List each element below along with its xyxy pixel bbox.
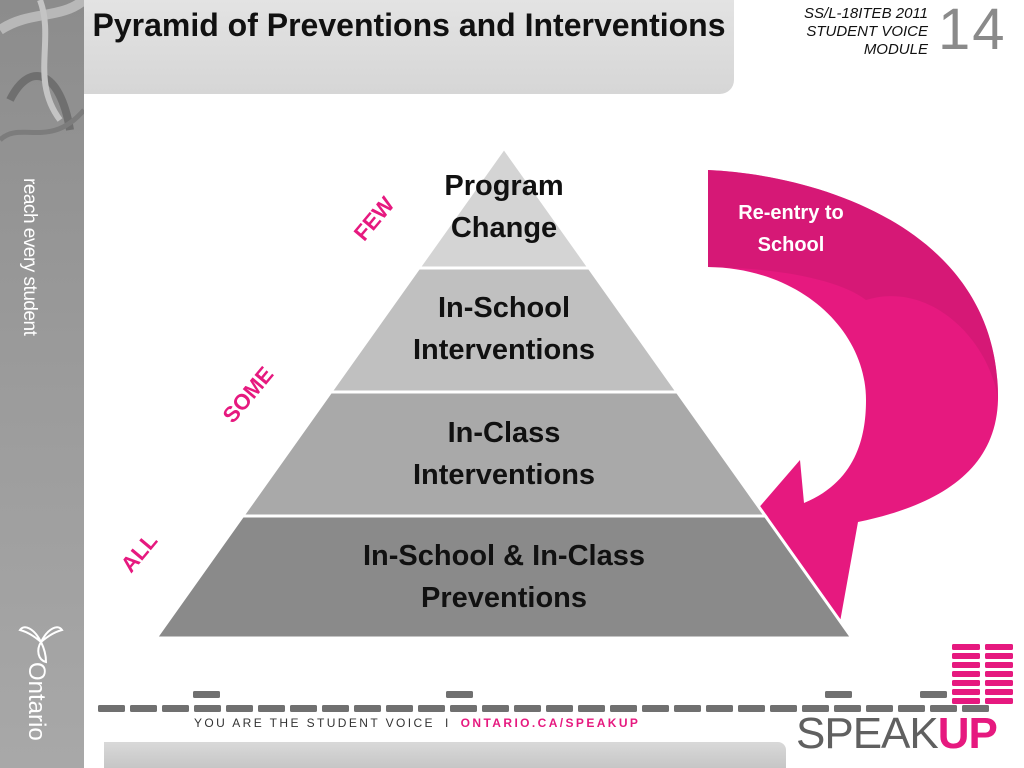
speakup-meter-bar <box>952 662 980 668</box>
speakup-meter-bar <box>952 698 980 704</box>
footer-dash <box>482 705 509 712</box>
footer-dash <box>770 705 797 712</box>
footer-dash <box>258 705 285 712</box>
footer-dash-raised <box>193 691 220 698</box>
tagline-text: reach every student <box>19 178 40 336</box>
footer-dash-raised <box>825 691 852 698</box>
level-in-class-interventions: In-Class Interventions <box>412 417 596 491</box>
ontario-label: Ontario <box>23 662 50 741</box>
footer-dash <box>738 705 765 712</box>
footer-dash <box>546 705 573 712</box>
footer-dash <box>194 705 221 712</box>
speakup-meter-bar <box>952 689 980 695</box>
reentry-label: Re-entry to School <box>738 202 844 256</box>
level-in-school-interventions: In-School Interventions <box>412 292 596 366</box>
side-label-few: FEW <box>348 191 400 246</box>
footer-dash <box>354 705 381 712</box>
footer-dash <box>514 705 541 712</box>
speakup-speak: SPEAK <box>796 709 938 758</box>
speakup-meter-bar <box>952 644 980 650</box>
speakup-meter-bar <box>985 698 1013 704</box>
level-preventions: In-School & In-Class Preventions <box>363 540 645 614</box>
footer-dash <box>226 705 253 712</box>
footer-dash <box>674 705 701 712</box>
side-label-all: ALL <box>115 528 163 578</box>
bottom-bar <box>104 742 786 768</box>
footer-dash-raised <box>920 691 947 698</box>
speakup-meter-bar <box>985 671 1013 677</box>
slide-title: Pyramid of Preventions and Interventions <box>92 7 726 43</box>
footer-dash <box>322 705 349 712</box>
slogan-text: YOU ARE THE STUDENT VOICE <box>194 716 435 730</box>
footer-separator: I <box>444 716 451 730</box>
speakup-meter-bar <box>985 680 1013 686</box>
speakup-logo <box>796 709 997 758</box>
footer-dash <box>386 705 413 712</box>
speakup-meter-bar <box>985 653 1013 659</box>
page-number: 14 <box>938 0 1007 62</box>
footer-dash-raised <box>446 691 473 698</box>
speakup-meter-bar <box>985 689 1013 695</box>
speakup-up: UP <box>937 709 997 758</box>
side-label-some: SOME <box>217 361 279 428</box>
speakup-meter-bar <box>952 680 980 686</box>
footer-dash <box>98 705 125 712</box>
footer-dash <box>450 705 477 712</box>
level-program-change: Program Change <box>444 170 564 244</box>
speakup-meter-bar <box>952 653 980 659</box>
footer-dash <box>642 705 669 712</box>
footer-slogan <box>194 716 640 730</box>
footer-url[interactable]: ONTARIO.CA/SPEAKUP <box>460 716 641 730</box>
speakup-meter-bar <box>985 662 1013 668</box>
footer-dash <box>130 705 157 712</box>
footer-dash <box>706 705 733 712</box>
footer-dash <box>578 705 605 712</box>
speakup-meter-bar <box>952 671 980 677</box>
module-code: SS/L-18ITEB 2011 STUDENT VOICE MODULE <box>804 5 928 58</box>
footer-dash <box>610 705 637 712</box>
speakup-meter-bar <box>985 644 1013 650</box>
footer-dash <box>290 705 317 712</box>
footer-dash <box>418 705 445 712</box>
footer-dash <box>162 705 189 712</box>
